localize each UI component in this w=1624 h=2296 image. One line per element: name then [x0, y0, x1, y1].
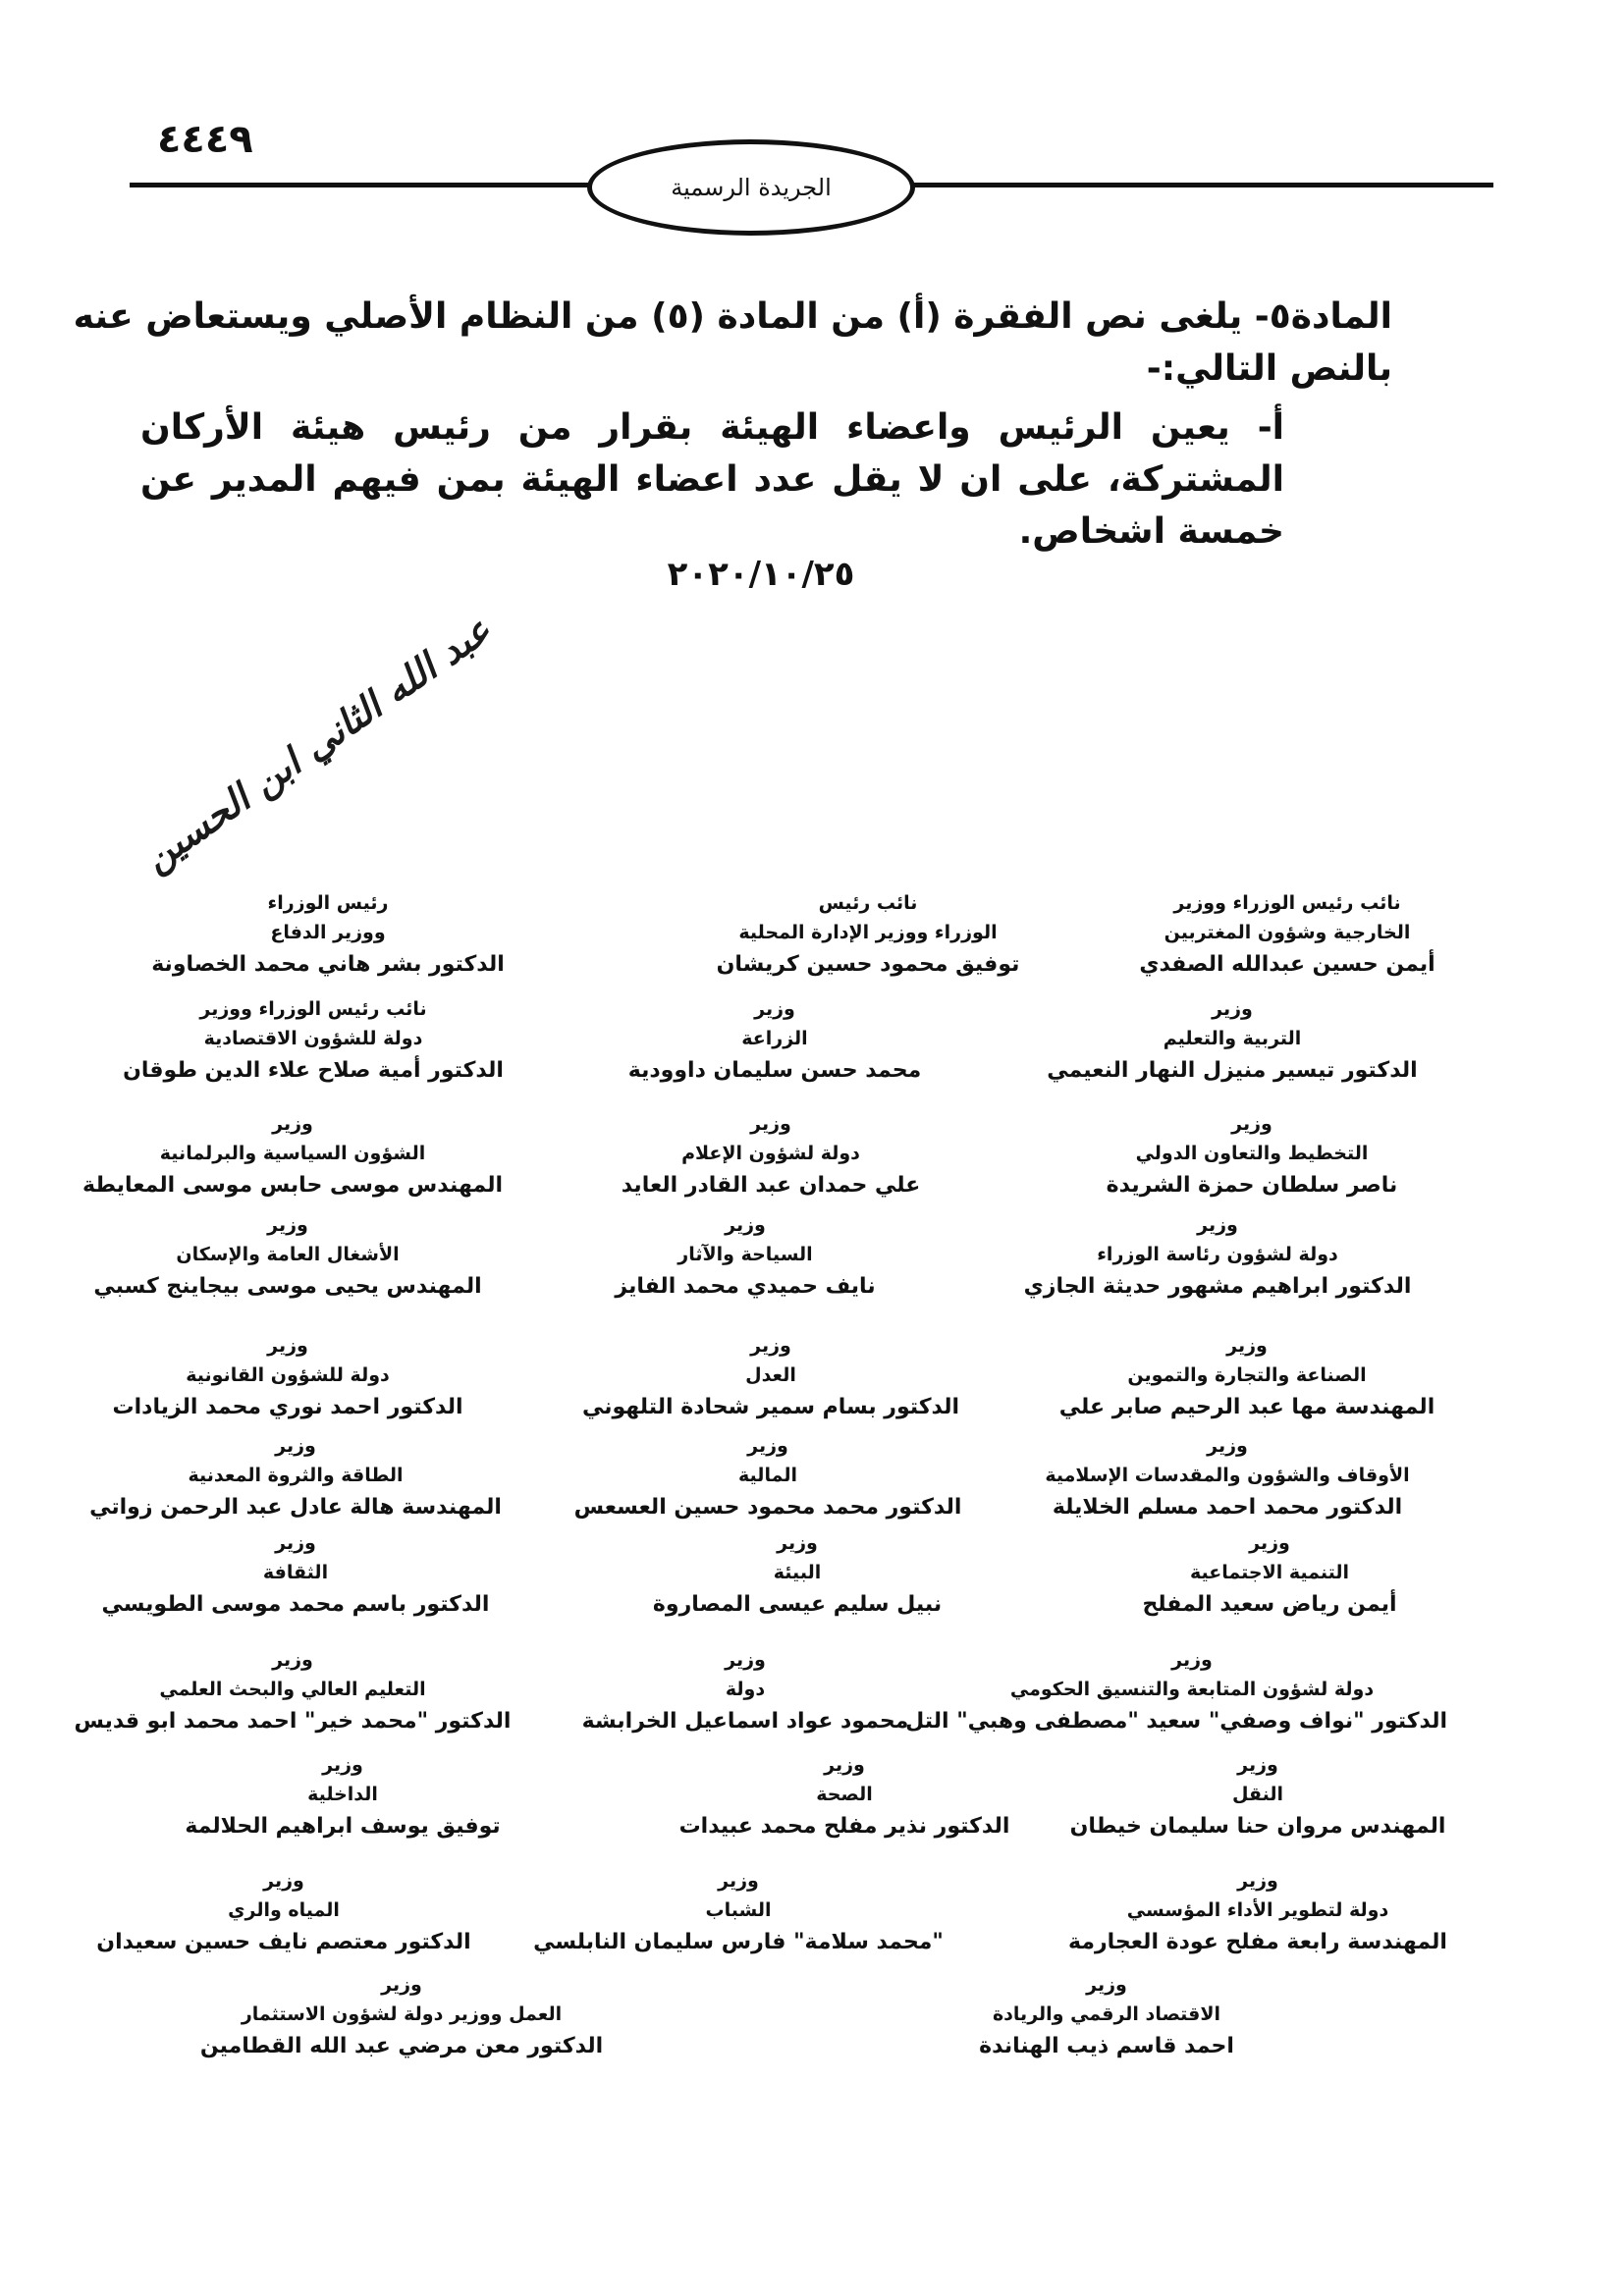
minister-title: وزير [725, 1649, 766, 1671]
minister-title: نائب رئيس الوزراء ووزير [1173, 892, 1401, 914]
minister-block [40, 1528, 551, 1623]
minister-name: توفيق محمود حسين كريشان [716, 952, 1020, 977]
minister-title: وزير [718, 1870, 759, 1892]
minister-block [613, 888, 1123, 983]
minister-portfolio: العدل [745, 1364, 796, 1386]
minister-name: محمود عواد اسماعيل الخرابشة [581, 1709, 909, 1734]
minister-block [513, 1431, 1023, 1525]
minister-portfolio: الأوقاف والشؤون والمقدسات الإسلامية [1045, 1465, 1410, 1486]
minister-portfolio: دولة لشؤون الإعلام [681, 1143, 860, 1164]
minister-block [483, 1866, 994, 1960]
minister-title: وزير [1226, 1335, 1268, 1357]
minister-name: الدكتور بشر هاني محمد الخصاونة [151, 952, 505, 977]
minister-portfolio: الخارجية وشؤون المغتربين [1164, 922, 1411, 943]
minister-portfolio: العمل ووزير دولة لشؤون الاستثمار [241, 2003, 563, 2025]
minister-portfolio: دولة لتطوير الأداء المؤسسي [1126, 1899, 1389, 1921]
minister-portfolio: التخطيط والتعاون الدولي [1135, 1143, 1369, 1164]
minister-title: وزير [1207, 1435, 1248, 1457]
minister-title: وزير [272, 1113, 313, 1135]
minister-title: وزير [267, 1335, 308, 1357]
article-clause-a [140, 401, 1284, 558]
minister-title: وزير [381, 1974, 422, 1996]
minister-portfolio: السياحة والآثار [677, 1244, 813, 1265]
minister-portfolio: المالية [738, 1465, 797, 1486]
minister-block [490, 1645, 1001, 1739]
minister-portfolio: النقل [1231, 1784, 1284, 1805]
minister-name: ناصر سلطان حمزة الشريدة [1106, 1173, 1398, 1198]
minister-block [905, 1645, 1447, 1739]
minister-portfolio: ووزير الدفاع [270, 922, 386, 943]
minister-title: وزير [322, 1754, 363, 1776]
minister-title: وزير [1086, 1974, 1127, 1996]
minister-name: المهندسة هالة عادل عبد الرحمن زواتي [89, 1495, 502, 1520]
minister-block [73, 888, 583, 983]
minister-title: وزير [272, 1649, 313, 1671]
minister-portfolio: الشؤون السياسية والبرلمانية [159, 1143, 426, 1164]
minister-block [962, 1210, 1473, 1305]
minister-block [146, 1970, 657, 2064]
minister-name: نبيل سليم عيسى المصاروة [652, 1592, 943, 1617]
minister-block [589, 1750, 1100, 1844]
minister-portfolio: البيئة [773, 1562, 822, 1583]
minister-block [992, 1331, 1502, 1425]
minister-portfolio: دولة للشؤون الاقتصادية [203, 1028, 423, 1049]
minister-portfolio: الطاقة والثروة المعدنية [188, 1465, 404, 1486]
minister-portfolio: التربية والتعليم [1163, 1028, 1302, 1049]
minister-block [28, 1866, 539, 1960]
minister-block [87, 1750, 598, 1844]
minister-name: الدكتور محمد احمد مسلم الخلايلة [1052, 1495, 1403, 1520]
minister-name: "محمد سلامة" فارس سليمان النابلسي [533, 1930, 944, 1954]
minister-title: نائب رئيس [818, 892, 918, 914]
minister-title: وزير [750, 1113, 791, 1135]
minister-portfolio: دولة لشؤون المتابعة والتنسيق الحكومي [1009, 1679, 1375, 1700]
minister-title: وزير [275, 1532, 316, 1554]
minister-block [515, 1109, 1026, 1203]
minister-title: وزير [777, 1532, 818, 1554]
minister-title: وزير [1212, 998, 1253, 1020]
minister-name: أيمن رياض سعيد المفلح [1142, 1592, 1397, 1617]
minister-title: وزير [267, 1214, 308, 1236]
minister-name: الدكتور "محمد خير" احمد محمد ابو قديس [74, 1709, 512, 1734]
article-line: خمسة اشخاص. [1018, 511, 1284, 552]
minister-portfolio: الوزراء ووزير الإدارة المحلية [738, 922, 998, 943]
minister-portfolio: دولة لشؤون رئاسة الوزراء [1097, 1244, 1338, 1265]
minister-name: الدكتور باسم محمد موسى الطويسي [101, 1592, 490, 1617]
minister-name: الدكتور أمية صلاح علاء الدين طوقان [123, 1058, 504, 1083]
minister-block [1002, 1866, 1513, 1960]
minister-name: الدكتور نذير مفلح محمد عبيدات [678, 1814, 1010, 1839]
minister-title: وزير [754, 998, 795, 1020]
minister-title: وزير [1197, 1214, 1238, 1236]
royal-signature: عبد الله الثاني ابن الحسين [135, 608, 499, 881]
minister-portfolio: الصحة [816, 1784, 873, 1805]
minister-title: وزير [1237, 1870, 1278, 1892]
minister-block [1014, 1528, 1525, 1623]
minister-name: نايف حميدي محمد الفايز [615, 1274, 876, 1299]
minister-portfolio: الشباب [705, 1899, 772, 1921]
minister-name: الدكتور احمد نوري محمد الزيادات [112, 1395, 463, 1419]
minister-name: توفيق يوسف ابراهيم الحلالمة [185, 1814, 501, 1839]
minister-title: وزير [750, 1335, 791, 1357]
minister-portfolio: الاقتصاد الرقمي والريادة [992, 2003, 1221, 2025]
minister-name: علي حمدان عبد القادر العايد [621, 1173, 921, 1198]
minister-block [851, 1970, 1362, 2064]
minister-name: المهندسة رابعة مفلح عودة العجارمة [1068, 1930, 1447, 1954]
minister-name: المهندس مروان حنا سليمان خيطان [1069, 1814, 1446, 1839]
minister-name: الدكتور معتصم نايف حسين سعيدان [96, 1930, 471, 1954]
minister-portfolio: الداخلية [307, 1784, 378, 1805]
article-line: المادة٥- يلغى نص الفقرة (أ) من المادة (٥) من النظام الأصلي ويستعاض عنه [73, 296, 1392, 337]
minister-name: الدكتور تيسير منيزل النهار النعيمي [1047, 1058, 1418, 1083]
minister-title: وزير [1249, 1532, 1290, 1554]
minister-block [542, 1528, 1053, 1623]
minister-title: وزير [275, 1435, 316, 1457]
minister-portfolio: الزراعة [741, 1028, 808, 1049]
page-number: ٤٤٤٩ [157, 117, 253, 162]
minister-block [40, 1431, 551, 1525]
minister-title: وزير [1231, 1113, 1272, 1135]
minister-title: وزير [1171, 1649, 1213, 1671]
minister-title: رئيس الوزراء [267, 892, 389, 914]
minister-block [519, 994, 1030, 1089]
minister-portfolio: الأشغال العامة والإسكان [176, 1244, 400, 1265]
article-line: بالنص التالي:- [1146, 348, 1392, 389]
minister-title: وزير [263, 1870, 304, 1892]
minister-portfolio: الصناعة والتجارة والتموين [1127, 1364, 1367, 1386]
minister-name: المهندس موسى حابس موسى المعايطة [81, 1173, 504, 1198]
minister-block [58, 994, 568, 1089]
minister-block [972, 1431, 1483, 1525]
minister-portfolio: دولة [725, 1679, 766, 1700]
minister-title: وزير [747, 1435, 788, 1457]
minister-name: الدكتور بسام سمير شحادة التلهوني [581, 1395, 960, 1419]
article-line: المشتركة، على ان لا يقل عدد اعضاء الهيئة بمن فيهم المدير عن [140, 459, 1284, 500]
minister-block [997, 1109, 1507, 1203]
minister-block [32, 1331, 543, 1425]
minister-name: الدكتور ابراهيم مشهور حديثة الجازي [1023, 1274, 1412, 1299]
article-paragraph [73, 291, 1392, 395]
minister-portfolio: المياه والري [228, 1899, 340, 1921]
minister-block [490, 1210, 1001, 1305]
header-oval [587, 139, 915, 236]
article-line: أ- يعين الرئيس واعضاء الهيئة بقرار من رئيس هيئة الأركان [140, 407, 1284, 448]
minister-title: نائب رئيس الوزراء ووزير [199, 998, 427, 1020]
minister-portfolio: التنمية الاجتماعية [1189, 1562, 1350, 1583]
minister-portfolio: الثقافة [262, 1562, 329, 1583]
minister-portfolio: دولة للشؤون القانونية [186, 1364, 390, 1386]
issue-date: ٢٠٢٠/١٠/٢٥ [667, 555, 855, 594]
minister-name: المهندس يحيى موسى بيجاينج كسبي [93, 1274, 482, 1299]
gazette-title: الجريدة الرسمية [671, 174, 832, 201]
minister-name: الدكتور محمد محمود حسين العسعس [573, 1495, 962, 1520]
minister-title: وزير [725, 1214, 766, 1236]
minister-name: المهندسة مها عبد الرحيم صابر علي [1058, 1395, 1435, 1419]
minister-name: أيمن حسين عبدالله الصفدي [1139, 952, 1435, 977]
minister-title: وزير [1237, 1754, 1278, 1776]
minister-name: الدكتور معن مرضي عبد الله القطامين [199, 2034, 604, 2058]
minister-block [37, 1645, 548, 1739]
minister-block [515, 1331, 1026, 1425]
minister-name: الدكتور "نواف وصفي" سعيد "مصطفى وهبي" التل [905, 1709, 1447, 1734]
minister-title: وزير [824, 1754, 865, 1776]
minister-block [977, 994, 1488, 1089]
minister-block [37, 1109, 548, 1203]
minister-portfolio: التعليم العالي والبحث العلمي [159, 1679, 426, 1700]
minister-name: محمد حسن سليمان داوودية [627, 1058, 922, 1083]
minister-name: احمد قاسم ذيب الهناندة [979, 2034, 1234, 2058]
minister-block [32, 1210, 543, 1305]
